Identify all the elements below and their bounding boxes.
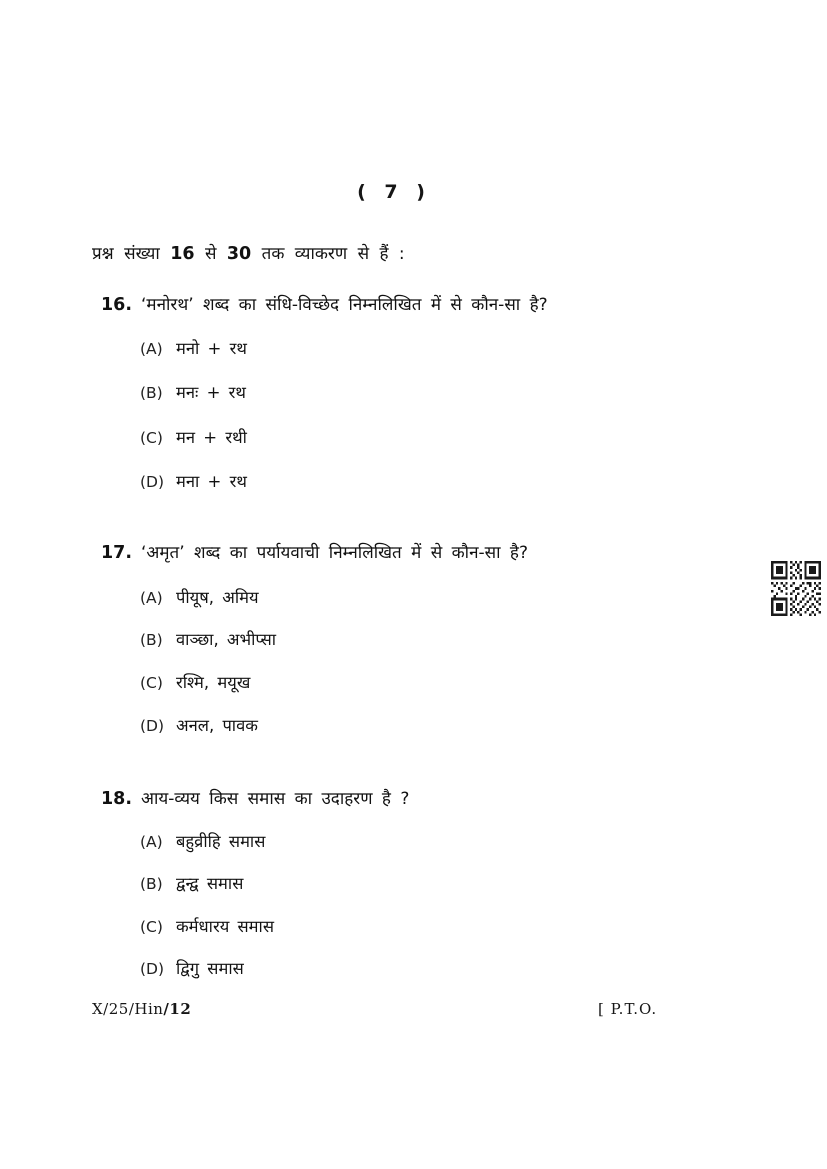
instruction-range-start: 16 bbox=[170, 244, 195, 264]
option-letter: (C) bbox=[140, 918, 163, 936]
question-17-option-a bbox=[140, 586, 259, 610]
option-text: द्वन्द्व समास bbox=[176, 874, 244, 893]
instruction-range-end: 30 bbox=[226, 244, 252, 264]
question-18-option-d bbox=[140, 957, 244, 981]
option-letter: (B) bbox=[140, 631, 163, 649]
question-number: 16. bbox=[101, 295, 133, 315]
question-16-option-b bbox=[140, 381, 246, 405]
option-text: मना + रथ bbox=[176, 472, 247, 491]
page-content bbox=[92, 0, 696, 1169]
section-instruction bbox=[92, 242, 405, 266]
option-text: द्विगु समास bbox=[176, 959, 244, 978]
option-letter: (A) bbox=[140, 589, 163, 607]
question-16 bbox=[92, 293, 548, 318]
question-17-option-c bbox=[140, 671, 250, 695]
qr-code-icon bbox=[771, 561, 821, 616]
option-text: कर्मधारय समास bbox=[176, 917, 274, 936]
paper-code-prefix: X/25/Hin bbox=[92, 1000, 164, 1018]
question-18 bbox=[92, 787, 409, 812]
option-letter: (D) bbox=[140, 960, 165, 978]
question-17-option-b bbox=[140, 628, 276, 652]
question-text: ‘मनोरथ’ शब्द का संधि-विच्छेद निम्नलिखित में से कौन-सा है? bbox=[141, 295, 548, 315]
option-letter: (C) bbox=[140, 429, 163, 447]
option-text: बहुव्रीहि समास bbox=[176, 832, 266, 851]
question-16-option-c bbox=[140, 426, 247, 450]
option-text: रश्मि, मयूख bbox=[176, 673, 251, 692]
question-18-option-a bbox=[140, 830, 265, 854]
option-text: वाञ्छा, अभीप्सा bbox=[176, 630, 277, 649]
option-text: पीयूष, अमिय bbox=[176, 588, 259, 607]
option-text: मनो + रथ bbox=[176, 339, 247, 358]
question-17-option-d bbox=[140, 714, 258, 738]
paper-code-suffix: /12 bbox=[163, 1000, 192, 1018]
question-text: ‘अमृत’ शब्द का पर्यायवाची निम्नलिखित में से कौन-सा है? bbox=[141, 543, 528, 563]
instruction-text: से bbox=[204, 244, 217, 264]
question-text: आय-व्यय किस समास का उदाहरण है ? bbox=[141, 789, 410, 809]
option-text: अनल, पावक bbox=[176, 716, 258, 735]
instruction-text: प्रश्न संख्या bbox=[92, 244, 160, 264]
pto-label: [ P.T.O. bbox=[598, 1000, 658, 1018]
option-text: मनः + रथ bbox=[176, 383, 246, 402]
question-number: 18. bbox=[101, 789, 133, 809]
instruction-text: तक व्याकरण से हैं : bbox=[261, 244, 405, 264]
question-16-option-d bbox=[140, 470, 247, 494]
option-letter: (D) bbox=[140, 473, 165, 491]
question-17 bbox=[92, 541, 528, 566]
option-letter: (B) bbox=[140, 384, 163, 402]
page-number: ( 7 ) bbox=[357, 181, 431, 203]
option-letter: (C) bbox=[140, 674, 163, 692]
paper-code bbox=[92, 1000, 191, 1018]
option-letter: (A) bbox=[140, 833, 163, 851]
option-letter: (B) bbox=[140, 875, 163, 893]
option-text: मन + रथी bbox=[176, 428, 247, 447]
question-18-option-b bbox=[140, 872, 243, 896]
option-letter: (A) bbox=[140, 340, 163, 358]
option-letter: (D) bbox=[140, 717, 165, 735]
question-number: 17. bbox=[101, 543, 133, 563]
question-18-option-c bbox=[140, 915, 274, 939]
question-16-option-a bbox=[140, 337, 247, 361]
